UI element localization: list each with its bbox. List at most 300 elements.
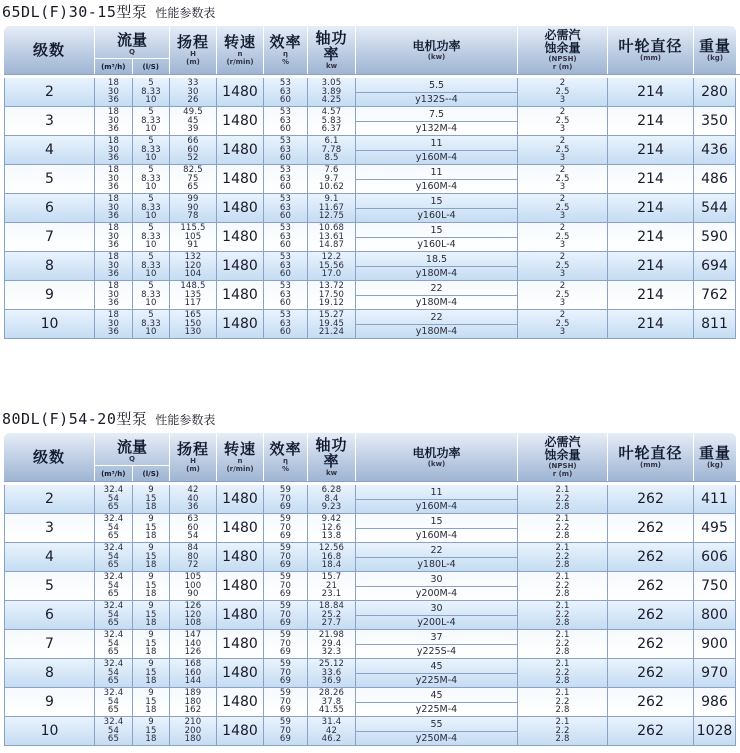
head-header [170,26,217,74]
motor-kw: 30 [430,602,443,614]
table-subtitle: 性能参数表 [155,6,216,20]
flow-m3h-cell: 32.4 54 65 [95,717,133,746]
efficiency-unit: η % [281,457,289,473]
stage-cell: 4 [4,543,95,572]
flow-label: 流量 [116,438,147,456]
table-row [4,630,740,659]
weight-cell: 1028 [694,717,736,746]
speed-unit: n (r/min) [226,50,254,66]
table-row [4,659,740,688]
motor-kw: 11 [430,166,443,178]
flow-m3h-cell: 32.4 54 65 [95,659,133,688]
table-row [4,543,740,572]
flow-ls-cell: 5 8.33 10 [133,136,170,165]
motor-model: y225S-4 [356,644,517,658]
weight-cell: 970 [694,659,736,688]
table-row [4,485,740,514]
flow-m3h-cell: 32.4 54 65 [95,688,133,717]
efficiency-label: 效率 [269,33,302,51]
head-cell: 189 180 162 [170,688,217,717]
flow-m3h-cell: 32.4 54 65 [95,630,133,659]
motor-model: y200M-4 [356,586,517,600]
efficiency-cell: 59 70 69 [264,572,308,601]
npsh-cell: 2.1 2.2 2.8 [518,485,608,514]
shaft-power-cell: 12.56 16.8 18.4 [308,543,356,572]
stage-cell: 3 [4,107,95,136]
motor-model: y180M-4 [356,266,517,280]
motor-model: y225M-4 [356,702,517,716]
weight-unit: (kg) [706,461,724,469]
flow-units [95,465,169,481]
motor-power-label: 电机功率 [412,445,461,460]
npsh-label: 必需汽 蚀余量 [544,28,581,55]
stage-cell: 7 [4,223,95,252]
stages-header [4,26,95,74]
speed-cell: 1480 [217,485,264,514]
motor-power-header [356,433,518,481]
flow-m3h-cell: 32.4 54 65 [95,601,133,630]
weight-cell: 811 [694,310,736,339]
head-cell: 49.5 45 39 [170,107,217,136]
npsh-cell: 2 2.5 3 [518,165,608,194]
head-cell: 148.5 135 117 [170,281,217,310]
table-row [4,194,740,223]
head-cell: 115.5 105 91 [170,223,217,252]
table-row [4,107,740,136]
motor-kw: 22 [430,544,443,556]
npsh-cell: 2.1 2.2 2.8 [518,572,608,601]
impeller-cell: 262 [608,514,694,543]
efficiency-cell: 53 63 60 [264,223,308,252]
motor-power-unit: (kw) [427,52,446,61]
weight-cell: 411 [694,485,736,514]
head-cell: 165 150 130 [170,310,217,339]
pump-model: 65DL(F)30-15型泵 [2,3,148,21]
npsh-cell: 2.1 2.2 2.8 [518,688,608,717]
flow-ls-cell: 5 8.33 10 [133,107,170,136]
flow-ls-cell: 9 15 18 [133,514,170,543]
stage-cell: 8 [4,252,95,281]
efficiency-cell: 59 70 69 [264,688,308,717]
flow-ls-cell: 9 15 18 [133,717,170,746]
stages-header [4,433,95,481]
shaft-power-cell: 7.6 9.7 10.62 [308,165,356,194]
efficiency-cell: 59 70 69 [264,601,308,630]
flow-ls-cell: 9 15 18 [133,543,170,572]
motor-power-cell [356,78,518,107]
motor-kw: 45 [430,689,443,701]
weight-cell: 544 [694,194,736,223]
impeller-cell: 262 [608,688,694,717]
flow-m3h-cell: 18 30 36 [95,107,133,136]
speed-cell: 1480 [217,165,264,194]
performance-table [4,433,740,746]
efficiency-header [264,433,308,481]
motor-model: y160L-4 [356,237,517,251]
shaft-power-cell: 9.1 11.67 12.75 [308,194,356,223]
table-row [4,252,740,281]
shaft-power-cell: 10.68 13.61 14.87 [308,223,356,252]
motor-kw: 45 [430,660,443,672]
motor-power-cell [356,136,518,165]
flow-m3h-cell: 18 30 36 [95,136,133,165]
npsh-cell: 2 2.5 3 [518,252,608,281]
impeller-cell: 214 [608,223,694,252]
motor-power-cell [356,194,518,223]
flow-ls-cell: 5 8.33 10 [133,281,170,310]
efficiency-cell: 53 63 60 [264,78,308,107]
table-row [4,601,740,630]
motor-power-label: 电机功率 [412,38,461,53]
motor-kw: 7.5 [428,108,445,120]
weight-cell: 280 [694,78,736,107]
pump-model: 80DL(F)54-20型泵 [2,410,148,428]
flow-ls-cell: 9 15 18 [133,630,170,659]
impeller-cell: 262 [608,659,694,688]
efficiency-cell: 53 63 60 [264,136,308,165]
motor-kw: 15 [430,195,443,207]
flow-m3h-cell: 18 30 36 [95,194,133,223]
speed-cell: 1480 [217,281,264,310]
head-label: 扬程 [176,440,209,458]
flow-unit-m3h: (m³/h) [101,62,126,71]
head-cell: 126 120 108 [170,601,217,630]
stage-cell: 9 [4,281,95,310]
shaft-power-cell: 3.05 3.89 4.25 [308,78,356,107]
motor-power-cell [356,572,518,601]
npsh-label: 必需汽 蚀余量 [544,435,581,462]
motor-model: y160M-4 [356,528,517,542]
flow-ls-cell: 5 8.33 10 [133,223,170,252]
motor-kw: 11 [430,137,443,149]
stage-cell: 10 [4,717,95,746]
efficiency-cell: 53 63 60 [264,310,308,339]
flow-header-group [95,433,169,481]
stage-cell: 5 [4,165,95,194]
flow-ls-cell: 5 8.33 10 [133,165,170,194]
speed-cell: 1480 [217,252,264,281]
motor-power-cell [356,252,518,281]
weight-cell: 800 [694,601,736,630]
motor-power-cell [356,485,518,514]
flow-ls-cell: 5 8.33 10 [133,194,170,223]
table-row [4,310,740,339]
table-row [4,136,740,165]
stage-cell: 8 [4,659,95,688]
motor-model: y160M-4 [356,499,517,513]
head-cell: 168 160 144 [170,659,217,688]
head-unit: H (m) [186,50,200,66]
motor-power-cell [356,310,518,339]
flow-unit-m3h: (m³/h) [101,469,126,478]
shaft-power-unit: kw [325,469,338,477]
motor-kw: 5.5 [428,79,445,91]
flow-header [95,433,170,481]
speed-cell: 1480 [217,107,264,136]
table-row [4,717,740,746]
motor-model: y132S--4 [356,92,517,106]
npsh-cell: 2 2.5 3 [518,78,608,107]
motor-kw: 55 [430,718,443,730]
impeller-header [608,433,694,481]
weight-cell: 900 [694,630,736,659]
stage-cell: 4 [4,136,95,165]
efficiency-cell: 53 63 60 [264,107,308,136]
flow-ls-cell: 9 15 18 [133,688,170,717]
impeller-header [608,26,694,74]
table-row [4,223,740,252]
weight-cell: 486 [694,165,736,194]
weight-cell: 495 [694,514,736,543]
head-cell: 33 30 26 [170,78,217,107]
head-cell: 210 200 180 [170,717,217,746]
impeller-cell: 262 [608,543,694,572]
shaft-power-cell: 4.57 5.83 6.37 [308,107,356,136]
stage-cell: 5 [4,572,95,601]
weight-cell: 350 [694,107,736,136]
weight-cell: 606 [694,543,736,572]
motor-kw: 11 [430,486,443,498]
motor-model: y160M-4 [356,150,517,164]
npsh-cell: 2.1 2.2 2.8 [518,514,608,543]
impeller-cell: 214 [608,281,694,310]
weight-unit: (kg) [706,54,724,62]
speed-cell: 1480 [217,659,264,688]
efficiency-cell: 53 63 60 [264,281,308,310]
flow-header-group [95,26,169,74]
speed-cell: 1480 [217,572,264,601]
impeller-cell: 262 [608,601,694,630]
motor-kw: 18.5 [425,253,448,265]
flow-ls-cell: 5 8.33 10 [133,252,170,281]
head-label: 扬程 [176,33,209,51]
efficiency-unit: η % [281,50,289,66]
flow-m3h-cell: 32.4 54 65 [95,514,133,543]
motor-model: y160M-4 [356,179,517,193]
motor-model: y180M-4 [356,324,517,338]
flow-symbol: Q [129,455,135,463]
flow-m3h-cell: 32.4 54 65 [95,572,133,601]
npsh-cell: 2.1 2.2 2.8 [518,659,608,688]
speed-unit: n (r/min) [226,457,254,473]
motor-power-cell [356,281,518,310]
flow-ls-cell: 9 15 18 [133,572,170,601]
shaft-power-cell: 28.26 37.8 41.55 [308,688,356,717]
flow-symbol: Q [129,48,135,56]
stage-cell: 6 [4,601,95,630]
motor-kw: 15 [430,224,443,236]
weight-label: 重量 [698,37,731,55]
stage-cell: 3 [4,514,95,543]
motor-power-cell [356,717,518,746]
shaft-power-cell: 21.98 29.4 32.3 [308,630,356,659]
weight-cell: 750 [694,572,736,601]
motor-power-cell [356,514,518,543]
flow-ls-cell: 9 15 18 [133,485,170,514]
efficiency-cell: 53 63 60 [264,194,308,223]
motor-power-cell [356,223,518,252]
motor-power-cell [356,543,518,572]
impeller-cell: 214 [608,136,694,165]
shaft-power-cell: 31.4 42 46.2 [308,717,356,746]
stage-cell: 9 [4,688,95,717]
impeller-cell: 214 [608,107,694,136]
shaft-power-label: 轴功 率 [315,436,348,470]
flow-ls-cell: 5 8.33 10 [133,310,170,339]
speed-cell: 1480 [217,223,264,252]
head-cell: 82.5 75 65 [170,165,217,194]
npsh-unit: (NPSH) r (m) [548,462,577,478]
shaft-power-cell: 12.2 15.56 17.0 [308,252,356,281]
speed-cell: 1480 [217,194,264,223]
npsh-cell: 2.1 2.2 2.8 [518,717,608,746]
efficiency-cell: 59 70 69 [264,630,308,659]
speed-label: 转速 [223,440,256,458]
motor-power-cell [356,107,518,136]
flow-m3h-cell: 18 30 36 [95,281,133,310]
impeller-cell: 262 [608,485,694,514]
speed-cell: 1480 [217,78,264,107]
motor-power-unit: (kw) [427,459,446,468]
stage-cell: 2 [4,78,95,107]
head-cell: 84 80 72 [170,543,217,572]
motor-model: y180M-4 [356,295,517,309]
stage-cell: 2 [4,485,95,514]
impeller-cell: 214 [608,194,694,223]
npsh-cell: 2 2.5 3 [518,223,608,252]
npsh-cell: 2 2.5 3 [518,107,608,136]
speed-cell: 1480 [217,717,264,746]
flow-m3h-cell: 18 30 36 [95,78,133,107]
motor-model: y132M-4 [356,121,517,135]
flow-label: 流量 [116,31,147,49]
motor-kw: 15 [430,515,443,527]
motor-model: y180L-4 [356,557,517,571]
flow-m3h-cell: 18 30 36 [95,252,133,281]
table-title [2,1,215,23]
head-cell: 66 60 52 [170,136,217,165]
flow-ls-cell: 9 15 18 [133,601,170,630]
table-row [4,78,740,107]
head-cell: 63 60 54 [170,514,217,543]
head-cell: 99 90 78 [170,194,217,223]
weight-header [694,433,736,481]
shaft-power-cell: 15.27 19.45 21.24 [308,310,356,339]
efficiency-cell: 59 70 69 [264,543,308,572]
npsh-header [518,433,608,481]
flow-units [95,58,169,74]
head-unit: H (m) [186,457,200,473]
impeller-cell: 214 [608,252,694,281]
efficiency-cell: 59 70 69 [264,659,308,688]
shaft-power-cell: 6.1 7.78 8.5 [308,136,356,165]
speed-cell: 1480 [217,688,264,717]
efficiency-header [264,26,308,74]
shaft-power-unit: kw [325,62,338,70]
shaft-power-cell: 6.28 8.4 9.23 [308,485,356,514]
npsh-unit: (NPSH) r (m) [548,55,577,71]
weight-header [694,26,736,74]
motor-model: y200L-4 [356,615,517,629]
speed-label: 转速 [223,33,256,51]
efficiency-cell: 53 63 60 [264,165,308,194]
weight-cell: 986 [694,688,736,717]
shaft-power-cell: 25.12 33.6 36.9 [308,659,356,688]
stages-label: 级数 [32,448,65,466]
motor-power-cell [356,630,518,659]
impeller-cell: 262 [608,717,694,746]
weight-label: 重量 [698,444,731,462]
motor-model: y225M-4 [356,673,517,687]
head-header [170,433,217,481]
flow-header [95,26,170,74]
efficiency-cell: 53 63 60 [264,252,308,281]
speed-cell: 1480 [217,136,264,165]
npsh-header [518,26,608,74]
flow-m3h-cell: 32.4 54 65 [95,485,133,514]
flow-m3h-cell: 18 30 36 [95,223,133,252]
impeller-cell: 262 [608,572,694,601]
table-row [4,688,740,717]
impeller-label: 叶轮直径 [618,37,683,55]
impeller-cell: 262 [608,630,694,659]
table-row [4,281,740,310]
table-title [2,408,215,430]
weight-cell: 762 [694,281,736,310]
head-cell: 42 40 36 [170,485,217,514]
impeller-cell: 214 [608,310,694,339]
weight-cell: 590 [694,223,736,252]
motor-power-cell [356,688,518,717]
impeller-cell: 214 [608,165,694,194]
flow-ls-cell: 9 15 18 [133,659,170,688]
motor-model: y160L-4 [356,208,517,222]
npsh-cell: 2 2.5 3 [518,194,608,223]
speed-header [217,26,264,74]
stage-cell: 7 [4,630,95,659]
flow-m3h-cell: 18 30 36 [95,165,133,194]
weight-cell: 436 [694,136,736,165]
stages-label: 级数 [32,41,65,59]
npsh-cell: 2 2.5 3 [518,310,608,339]
motor-power-cell [356,601,518,630]
head-cell: 132 120 104 [170,252,217,281]
motor-kw: 30 [430,573,443,585]
speed-cell: 1480 [217,514,264,543]
head-cell: 147 140 126 [170,630,217,659]
shaft-power-cell: 13.72 17.50 19.12 [308,281,356,310]
efficiency-cell: 59 70 69 [264,485,308,514]
stage-cell: 6 [4,194,95,223]
speed-cell: 1480 [217,601,264,630]
motor-kw: 37 [430,631,443,643]
head-cell: 105 100 90 [170,572,217,601]
shaft-power-label: 轴功 率 [315,29,348,63]
motor-power-cell [356,165,518,194]
shaft-power-cell: 15.7 21 23.1 [308,572,356,601]
npsh-cell: 2.1 2.2 2.8 [518,601,608,630]
motor-model: y250M-4 [356,731,517,745]
impeller-cell: 214 [608,78,694,107]
flow-m3h-cell: 32.4 54 65 [95,543,133,572]
shaft-power-cell: 9.42 12.6 13.8 [308,514,356,543]
npsh-cell: 2.1 2.2 2.8 [518,630,608,659]
flow-unit-ls: (l/S) [132,59,170,74]
impeller-unit: (mm) [640,54,661,62]
flow-unit-ls: (l/S) [132,466,170,481]
speed-cell: 1480 [217,543,264,572]
speed-cell: 1480 [217,630,264,659]
